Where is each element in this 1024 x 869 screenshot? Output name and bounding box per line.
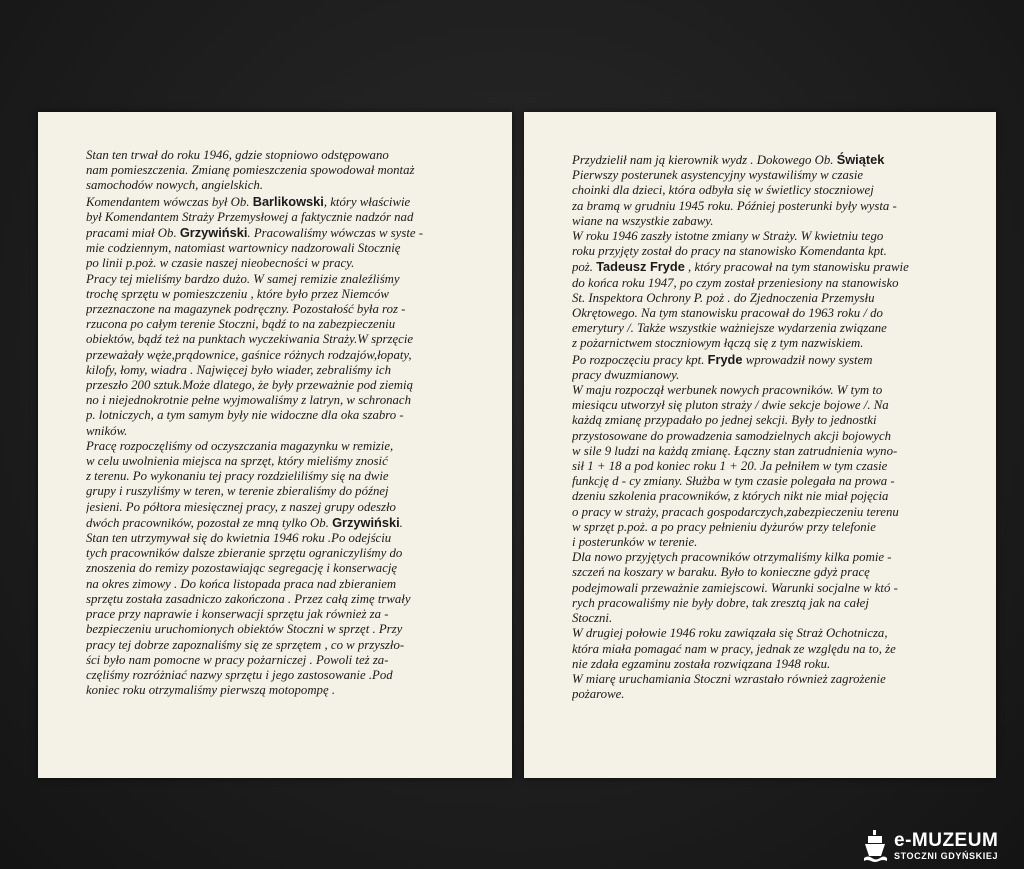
bold-name: Fryde <box>707 351 743 367</box>
text-line: bezpieczeniu uruchomionych obiektów Stoczni w sprzęt . Przy <box>86 622 403 637</box>
text-line: funkcję d - cy zmiany. Służba w tym czasie polegała na prowa - <box>572 474 895 489</box>
text-line: rych pracowaliśmy nie były dobre, tak zresztą jak na całej <box>572 595 869 610</box>
text-line: przystosowane do prowadzenia samodzielnych akcji bojowych <box>572 428 892 443</box>
emuzeum-watermark <box>862 828 1022 864</box>
text-line: z pożarnictwem stoczniowym łączą się z tym nazwiskiem. <box>572 336 864 351</box>
bold-name: Tadeusz Fryde <box>596 259 685 275</box>
text-line: poż. Tadeusz Fryde , który pracował na tym stanowisku prawie <box>572 259 909 275</box>
text-line: p. lotniczych, a tym samym były nie widoczne dla oka szabro - <box>86 408 404 423</box>
text-line: W roku 1946 zaszły istotne zmiany w Straży. W kwietniu tego <box>572 229 884 244</box>
text-line: rzucona po całym terenie Stoczni, bądź to na zabezpieczeniu <box>86 317 396 332</box>
text-line: Komendantem wówczas był Ob. Barlikowski, który właściwie <box>86 193 411 209</box>
text-line: emerytury /. Także wszystkie ważniejsze wydarzenia związane <box>572 321 887 336</box>
text-line: St. Inspektora Ochrony P. poż . do Zjednoczenia Przemysłu <box>572 290 875 305</box>
page-left-text <box>86 148 492 698</box>
text-line: miesiącu utworzył się pluton straży / dwie sekcje bojowe /. Na <box>572 398 889 413</box>
text-line: częliśmy rozróżniać nazwy sprzętu i jego zastosowanie .Pod <box>86 667 393 682</box>
bold-name: Barlikowski <box>252 193 324 209</box>
text-line: która miała pomagać nam w pracy, jednak ze względu na to, że <box>572 641 896 656</box>
text-line: pracy tej dobrze zapoznaliśmy się ze sprzętem , co w przyszło- <box>86 637 405 652</box>
text-line: koniec roku otrzymaliśmy pierwszą motopompę . <box>86 683 336 698</box>
document-page-left <box>38 112 512 778</box>
text-line: dwóch pracowników, pozostał ze mną tylko Ob. Grzywiński. <box>86 514 403 530</box>
text-line: sił 1 + 18 a pod koniec roku 1 + 20. Ja pełniłem w tym czasie <box>572 459 888 474</box>
text-line: Dla nowo przyjętych pracowników otrzymaliśmy kilka pomie - <box>572 550 892 565</box>
text-line: w sile 9 ludzi na każdą zmianę. Łączny stan zatrudnienia wyno- <box>572 443 898 458</box>
text-line: pracy dwuzmianowy. <box>572 367 680 382</box>
text-line: podejmowali przeważnie zamiejscowi. Warunki socjalne w któ - <box>572 580 898 595</box>
text-line: W miarę uruchamiania Stoczni wzrastało również zagrożenie <box>572 671 886 686</box>
bold-name: Grzywiński <box>332 514 400 530</box>
text-line: i posterunków w terenie. <box>572 535 698 550</box>
text-line: W drugiej połowie 1946 roku zawiązała się Straż Ochotnicza, <box>572 626 888 641</box>
text-line: Okrętowego. Na tym stanowisku pracował do 1963 roku / do <box>572 306 883 321</box>
bold-name: Grzywiński <box>179 225 248 241</box>
text-line: szczeń na koszary w baraku. Było to konieczne gdyż pracę <box>572 565 870 580</box>
text-line: nam pomieszczenia. Zmianę pomieszczenia spowodował montaż <box>86 163 415 178</box>
text-line: dzeniu szkolenia pracowników, z których nikt nie miał pojęcia <box>572 489 889 504</box>
text-line: przeważały węże,prądownice, gaśnice różnych rodzajów,łopaty, <box>86 347 412 362</box>
text-line: samochodów nowych, angielskich. <box>86 178 263 193</box>
text-line: nie zdała egzaminu została rozwiązana 1948 roku. <box>572 656 831 671</box>
text-line: no i niejednokrotnie pełne wyjmowaliśmy z latryn, w schronach <box>86 393 411 408</box>
text-line: wników. <box>86 423 128 438</box>
text-line: grupy i ruszyliśmy w teren, w terenie zbieraliśmy do późnej <box>86 484 389 499</box>
text-line: choinki dla dzieci, która odbyła się w świetlicy stoczniowej <box>572 183 874 198</box>
text-line: do końca roku 1947, po czym został przeniesiony na stanowisko <box>572 275 899 290</box>
text-line: kilofy, łomy, wiadra . Najwięcej było wiader, zebraliśmy ich <box>86 362 391 377</box>
text-line: na okres zimowy . Do końca listopada praca nad zbieraniem <box>86 576 397 591</box>
ship-icon <box>862 829 888 863</box>
text-line: jesieni. Po półtora miesięcznej pracy, z naszej grupy odeszło <box>86 499 396 514</box>
watermark-subtitle: STOCZNI GDYŃSKIEJ <box>894 851 999 861</box>
text-line: o pracy w straży, pracach gospodarczych,zabezpieczeniu terenu <box>572 504 899 519</box>
text-line: pracami miał Ob. Grzywiński. Pracowaliśmy wówczas w syste - <box>86 225 424 241</box>
text-line: Pracę rozpoczęliśmy od oczyszczania magazynku w remizie, <box>86 438 394 453</box>
watermark-title: e-MUZEUM <box>894 830 999 851</box>
text-line: przeszło 200 sztuk.Może dlatego, że były przeważnie pod ziemią <box>86 378 414 393</box>
text-line: każdą zmianę przypadało po jednej sekcji. Były to jednostki <box>572 413 877 428</box>
text-line: Stan ten utrzymywał się do kwietnia 1946 roku .Po odejściu <box>86 531 392 546</box>
text-line: po linii p.poż. w czasie naszej nieobecności w pracy. <box>86 256 355 271</box>
text-line: z terenu. Po wykonaniu tej pracy rozdzieliliśmy się na dwie <box>86 469 389 484</box>
text-line: Stoczni. <box>572 611 613 626</box>
text-line: prace przy naprawie i konserwacji sprzętu jak również za - <box>86 607 389 622</box>
text-line: w sprzęt p.poż. a po pracy pełnieniu dyżurów przy telefonie <box>572 519 876 534</box>
text-line: pożarowe. <box>572 687 625 702</box>
text-line: przeznaczone na magazynek podręczny. Pozostałość była roz - <box>86 302 406 317</box>
text-line: był Komendantem Straży Przemysłowej a faktycznie nadzór nad <box>86 209 414 224</box>
text-line: ści było nam pomocne w pracy pożarniczej . Powoli też za- <box>86 652 389 667</box>
text-line: mie codziennym, natomiast wartownicy nadzorowali Stocznię <box>86 241 401 256</box>
text-line: W maju rozpoczął werbunek nowych pracowników. W tym to <box>572 383 883 398</box>
text-line: Pierwszy posterunek asystencyjny wystawiliśmy w czasie <box>572 168 864 183</box>
text-line: Po rozpoczęciu pracy kpt. Fryde wprowadził nowy system <box>572 351 873 367</box>
text-line: Przydzielił nam ją kierownik wydz . Dokowego Ob. Świątek <box>572 152 885 167</box>
text-line: tych pracowników dalsze zbieranie sprzętu ograniczyliśmy do <box>86 546 403 561</box>
text-line: wiane na wszystkie zabawy. <box>572 213 714 228</box>
text-line: sprzętu została zasadniczo zakończona . Przez całą zimę trwały <box>86 591 411 606</box>
text-line: roku przyjęty został do pracy na stanowisko Komendanta kpt. <box>572 244 887 259</box>
text-line: za bramą w grudniu 1945 roku. Później posterunki były wysta - <box>572 198 897 213</box>
document-page-right <box>524 112 996 778</box>
text-line: Pracy tej mieliśmy bardzo dużo. W samej remizie znaleźliśmy <box>86 271 400 286</box>
text-line: obiektów, bądź też na punktach wyczekiwania Straży.W sprzęcie <box>86 332 414 347</box>
bold-name: Świątek <box>836 152 885 167</box>
text-line: trochę sprzętu w pomieszczeniu , które było przez Niemców <box>86 286 389 301</box>
text-line: znoszenia do remizy pozostawiając segregację i konserwację <box>86 561 398 576</box>
text-line: w celu uwolnienia miejsca na sprzęt, który mieliśmy znosić <box>86 454 388 469</box>
page-right-text <box>572 152 972 702</box>
text-line: Stan ten trwał do roku 1946, gdzie stopniowo odstępowano <box>86 148 389 162</box>
